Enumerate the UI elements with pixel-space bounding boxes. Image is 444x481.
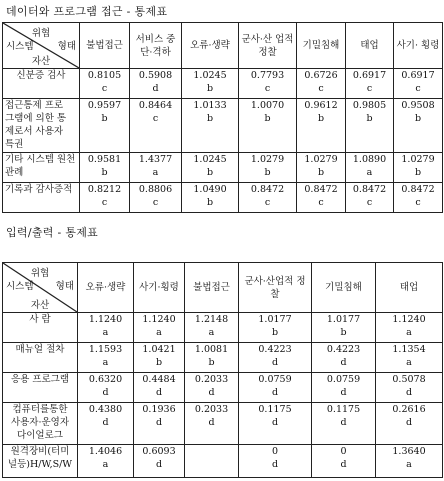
- cell-grade: c: [101, 197, 108, 208]
- cell-value: 1.0890: [352, 154, 387, 165]
- table-cell: [297, 69, 346, 99]
- table-cell: [312, 373, 376, 403]
- table-cell: [376, 403, 443, 445]
- table-cell: [80, 99, 130, 153]
- corner-label-mid-right: 형태: [57, 41, 76, 52]
- cell-grade: c: [318, 197, 324, 208]
- cell-grade: c: [415, 83, 421, 94]
- corner-label-mid-left: 시스템: [6, 41, 34, 52]
- cell-grade: a: [406, 459, 412, 470]
- cell-value: 0.9612: [304, 100, 338, 111]
- table-cell: [130, 183, 182, 213]
- cell-grade: b: [101, 167, 108, 178]
- table-cell: [312, 445, 376, 478]
- table-row: [3, 343, 443, 373]
- table-cell: [346, 153, 394, 183]
- table-cell: [80, 183, 130, 213]
- corner-label-bottom: 자산: [31, 56, 51, 67]
- column-header: 오류·생략: [182, 23, 239, 69]
- row-label: 컴퓨터를통한 사용자·운영자 다이얼로그: [3, 403, 78, 445]
- cell-value: 0.6093: [142, 446, 176, 457]
- cell-value: 0.8472: [304, 184, 338, 195]
- table-cell: [312, 343, 376, 373]
- table-cell: [134, 343, 185, 373]
- cell-value: 0.4223: [258, 344, 292, 355]
- table-cell: [78, 403, 134, 445]
- table-cell: [376, 373, 443, 403]
- table-cell: [394, 153, 443, 183]
- cell-grade: b: [340, 327, 347, 338]
- cell-value: 0.5078: [392, 374, 426, 385]
- cell-value: 0.2033: [194, 404, 229, 415]
- row-label: 접근통제 프로 그램에 의한 통 제로서 사용자 특권: [3, 99, 80, 153]
- table-cell: [239, 153, 297, 183]
- table-cell: [394, 99, 443, 153]
- cell-value: 0.4380: [88, 404, 123, 415]
- cell-grade: b: [101, 113, 108, 124]
- table-cell: [185, 445, 239, 478]
- header-row: [3, 23, 443, 69]
- cell-grade: d: [102, 417, 109, 428]
- table-cell: [78, 343, 134, 373]
- cell-value: 0: [271, 446, 279, 457]
- table-cell: [239, 445, 312, 478]
- table-row: [3, 69, 443, 99]
- cell-grade: d: [271, 459, 279, 470]
- cell-grade: b: [264, 167, 271, 178]
- table-row: [3, 99, 443, 153]
- cell-value: 0.6917: [401, 70, 435, 81]
- cell-grade: d: [271, 417, 279, 428]
- cell-grade: a: [102, 357, 109, 368]
- table-cell: [239, 343, 312, 373]
- cell-grade: b: [264, 113, 271, 124]
- cell-grade: b: [206, 113, 214, 124]
- cell-value: 1.1240: [88, 314, 123, 325]
- cell-grade: a: [102, 459, 109, 470]
- cell-value: 1.0279: [304, 154, 338, 165]
- cell-value: 1.0070: [250, 100, 285, 111]
- table-cell: [78, 373, 134, 403]
- table-cell: [185, 343, 239, 373]
- cell-value: 1.0177: [258, 314, 292, 325]
- cell-grade: c: [415, 197, 421, 208]
- cell-grade: d: [405, 417, 413, 428]
- column-header: 오류·생략: [78, 263, 134, 313]
- table-row: [3, 373, 443, 403]
- row-label: 사 람: [3, 313, 78, 343]
- cell-grade: c: [152, 113, 159, 124]
- table-cell: [239, 403, 312, 445]
- cell-value: 0.9805: [352, 100, 387, 111]
- cell-grade: d: [340, 357, 347, 368]
- cell-value: 1.4377: [138, 154, 173, 165]
- cell-grade: a: [156, 327, 162, 338]
- cell-value: 0.9508: [401, 100, 435, 111]
- cell-value: 0.8472: [250, 184, 285, 195]
- cell-grade: c: [366, 197, 373, 208]
- table-cell: [376, 445, 443, 478]
- cell-value: 0.4484: [142, 374, 176, 385]
- row-label: 기타 시스템 원천 관례: [3, 153, 80, 183]
- corner-label-top: 위협: [31, 28, 51, 39]
- table-cell: [346, 183, 394, 213]
- table-cell: [394, 183, 443, 213]
- cell-grade: d: [102, 387, 109, 398]
- cell-value: 1.1240: [142, 314, 176, 325]
- cell-grade: c: [318, 83, 324, 94]
- table-cell: [182, 99, 239, 153]
- table-cell: [78, 445, 134, 478]
- table-cell: [134, 445, 185, 478]
- table-cell: [185, 373, 239, 403]
- table-cell: [312, 403, 376, 445]
- cell-grade: a: [208, 327, 215, 338]
- row-label: 신분증 검사: [3, 69, 80, 99]
- table-cell: [80, 153, 130, 183]
- table-cell: [130, 99, 182, 153]
- table-cell: [346, 69, 394, 99]
- cell-value: 1.0133: [193, 100, 227, 111]
- table-row: [3, 403, 443, 445]
- table-cell: [297, 99, 346, 153]
- cell-value: 1.0279: [401, 154, 435, 165]
- cell-grade: b: [317, 167, 325, 178]
- cell-value: 0.8472: [401, 184, 435, 195]
- table-row: [3, 445, 443, 478]
- cell-grade: d: [405, 387, 413, 398]
- table-cell: [185, 403, 239, 445]
- cell-value: 0.4223: [326, 344, 361, 355]
- cell-grade: a: [406, 357, 412, 368]
- table-cell: [239, 183, 297, 213]
- corner-label-mid-right: 형태: [55, 281, 74, 292]
- row-label: 기록과 감사증적: [3, 183, 80, 213]
- table-cell: [80, 69, 130, 99]
- table-cell: [185, 313, 239, 343]
- cell-value: 1.4046: [88, 446, 123, 457]
- cell-grade: c: [366, 83, 373, 94]
- corner-label-mid-left: 시스템: [6, 281, 34, 292]
- table-cell: [239, 373, 312, 403]
- table-cell: [134, 373, 185, 403]
- table-cell: [297, 183, 346, 213]
- cell-value: 1.1354: [392, 344, 426, 355]
- corner-header: [3, 23, 80, 69]
- cell-value: 0.0759: [258, 374, 292, 385]
- table-cell: [376, 313, 443, 343]
- table-cell: [239, 69, 297, 99]
- cell-grade: d: [340, 387, 347, 398]
- cell-grade: d: [208, 387, 215, 398]
- cell-value: 0.0759: [326, 374, 361, 385]
- cell-grade: b: [317, 113, 325, 124]
- cell-value: 1.0245: [193, 70, 227, 81]
- cell-grade: d: [208, 417, 215, 428]
- cell-grade: d: [340, 417, 347, 428]
- cell-value: 1.1240: [392, 314, 426, 325]
- cell-value: 0.9597: [87, 100, 122, 111]
- cell-value: 1.0279: [250, 154, 285, 165]
- cell-value: 0.9581: [87, 154, 122, 165]
- row-label: 응용 프로그램: [3, 373, 78, 403]
- cell-grade: a: [152, 167, 159, 178]
- cell-grade: d: [271, 387, 279, 398]
- table-cell: [182, 69, 239, 99]
- cell-value: 0.6320: [88, 374, 123, 385]
- column-header: 불법접근: [185, 263, 239, 313]
- table-cell: [239, 99, 297, 153]
- corner-label-top: 위협: [30, 268, 50, 279]
- header-row: [3, 263, 443, 313]
- cell-grade: b: [206, 83, 214, 94]
- table-cell: [297, 153, 346, 183]
- cell-value: 0.8472: [352, 184, 387, 195]
- cell-value: 0.8806: [138, 184, 173, 195]
- column-header: 기밀침해: [297, 23, 346, 69]
- corner-header: [3, 263, 78, 313]
- cell-value: 0.5908: [138, 70, 173, 81]
- cell-value: 0.2616: [392, 404, 426, 415]
- cell-grade: d: [155, 387, 163, 398]
- cell-value: 0.8464: [138, 100, 173, 111]
- table2-title: 입력/출력 - 통제표: [6, 226, 99, 239]
- table-cell: [312, 313, 376, 343]
- table-cell: [134, 313, 185, 343]
- cell-value: 1.0245: [193, 154, 227, 165]
- cell-grade: b: [206, 197, 214, 208]
- cell-value: 0.1936: [142, 404, 176, 415]
- cell-grade: b: [208, 357, 215, 368]
- cell-value: 0.1175: [326, 404, 361, 415]
- cell-value: 1.3640: [392, 446, 426, 457]
- table-row: [3, 183, 443, 213]
- column-header: 사기·횡령: [134, 263, 185, 313]
- cell-value: 0.7793: [250, 70, 285, 81]
- cell-value: 0.8105: [87, 70, 122, 81]
- cell-value: 1.0177: [326, 314, 361, 325]
- cell-grade: c: [152, 197, 159, 208]
- column-header: 군사·산업적 정찰: [239, 263, 312, 313]
- column-header: 사기· 횡령: [394, 23, 443, 69]
- table-cell: [346, 99, 394, 153]
- cell-grade: d: [152, 83, 159, 94]
- cell-value: 0.6726: [304, 70, 338, 81]
- cell-grade: b: [271, 327, 279, 338]
- cell-grade: c: [264, 83, 271, 94]
- cell-grade: a: [406, 327, 412, 338]
- cell-value: 0.6917: [352, 70, 387, 81]
- table-cell: [134, 403, 185, 445]
- cell-value: 0.8212: [87, 184, 122, 195]
- corner-label-bottom: 자산: [30, 300, 50, 311]
- table-cell: [130, 153, 182, 183]
- cell-grade: c: [264, 197, 271, 208]
- table-row: [3, 153, 443, 183]
- table-cell: [182, 153, 239, 183]
- cell-value: 1.0490: [193, 184, 227, 195]
- cell-grade: b: [414, 167, 422, 178]
- cell-value: 1.1593: [88, 344, 123, 355]
- table-cell: [78, 313, 134, 343]
- column-header: 태업: [346, 23, 394, 69]
- table-cell: [182, 183, 239, 213]
- cell-grade: b: [366, 113, 373, 124]
- cell-grade: a: [366, 167, 373, 178]
- access-control-table: [2, 22, 443, 213]
- cell-grade: d: [155, 459, 163, 470]
- column-header: 기밀침해: [312, 263, 376, 313]
- cell-value: 1.0421: [142, 344, 176, 355]
- cell-value: 1.2148: [194, 314, 229, 325]
- cell-value: 1.0081: [194, 344, 229, 355]
- cell-value: 0.2033: [194, 374, 229, 385]
- column-header: 서비스 중단·격하: [130, 23, 182, 69]
- cell-value: 0: [340, 446, 347, 457]
- cell-grade: c: [101, 83, 108, 94]
- table-cell: [376, 343, 443, 373]
- cell-grade: b: [206, 167, 214, 178]
- table-row: [3, 313, 443, 343]
- io-control-table: [2, 262, 443, 478]
- cell-grade: d: [271, 357, 279, 368]
- table-cell: [130, 69, 182, 99]
- cell-grade: d: [340, 459, 347, 470]
- cell-grade: d: [155, 417, 163, 428]
- column-header: 태업: [376, 263, 443, 313]
- cell-value: 0.1175: [258, 404, 292, 415]
- row-label: 원격장비(터미 널등)H/W,S/W: [3, 445, 78, 478]
- row-label: 매뉴얼 절차: [3, 343, 78, 373]
- cell-grade: b: [414, 113, 422, 124]
- column-header: 불법접근: [80, 23, 130, 69]
- table-cell: [394, 69, 443, 99]
- column-header: 군사·산 업적 정찰: [239, 23, 297, 69]
- cell-grade: b: [155, 357, 163, 368]
- table1-title: 데이터와 프로그램 접근 - 통제표: [6, 5, 168, 18]
- table-cell: [239, 313, 312, 343]
- cell-grade: a: [102, 327, 109, 338]
